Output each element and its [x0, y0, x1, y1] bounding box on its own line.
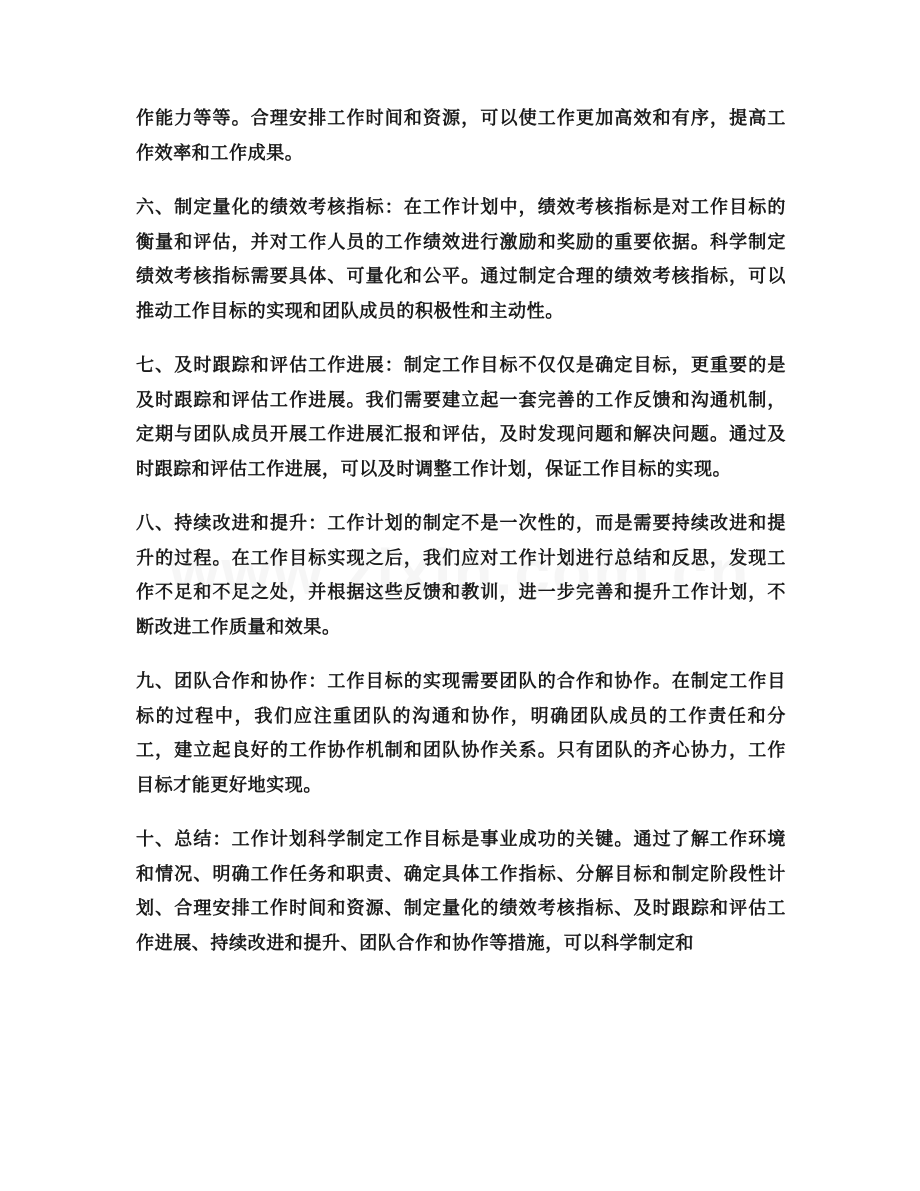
paragraph-section-10: 十、总结：工作计划科学制定工作目标是事业成功的关键。通过了解工作环境和情况、明确工作任务和职责、确定具体工作指标、分解目标和制定阶段性计划、合理安排工作时间和资源、制定量化的绩效考核指标、及时跟踪和评估工作进展、持续改进和提升、团队合作和协作等措施，可以科学制定和 [136, 829, 786, 954]
paragraph-section-8: 八、持续改进和提升：工作计划的制定不是一次性的，而是需要持续改进和提升的过程。在工作目标实现之后，我们应对工作计划进行总结和反思，发现工作不足和不足之处，并根据这些反馈和教训，进一步完善和提升工作计划，不断改进工作质量和效果。 [136, 513, 786, 638]
document-body [136, 102, 786, 981]
paragraph-continuation: 作能力等等。合理安排工作时间和资源，可以使工作更加高效和有序，提高工作效率和工作成果。 [136, 108, 786, 164]
paragraph-section-9: 九、团队合作和协作：工作目标的实现需要团队的合作和协作。在制定工作目标的过程中，我们应注重团队的沟通和协作，明确团队成员的工作责任和分工，建立起良好的工作协作机制和团队协作关系。只有团队的齐心协力，工作目标才能更好地实现。 [136, 671, 786, 796]
paragraph-section-7: 七、及时跟踪和评估工作进展：制定工作目标不仅仅是确定目标，更重要的是及时跟踪和评估工作进展。我们需要建立起一套完善的工作反馈和沟通机制，定期与团队成员开展工作进展汇报和评估，及时发现问题和解决问题。通过及时跟踪和评估工作进展，可以及时调整工作计划，保证工作目标的实现。 [136, 355, 786, 480]
paragraph-section-6: 六、制定量化的绩效考核指标：在工作计划中，绩效考核指标是对工作目标的衡量和评估，并对工作人员的工作绩效进行激励和奖励的重要依据。科学制定绩效考核指标需要具体、可量化和公平。通过制定合理的绩效考核指标，可以推动工作目标的实现和团队成员的积极性和主动性。 [136, 197, 786, 322]
